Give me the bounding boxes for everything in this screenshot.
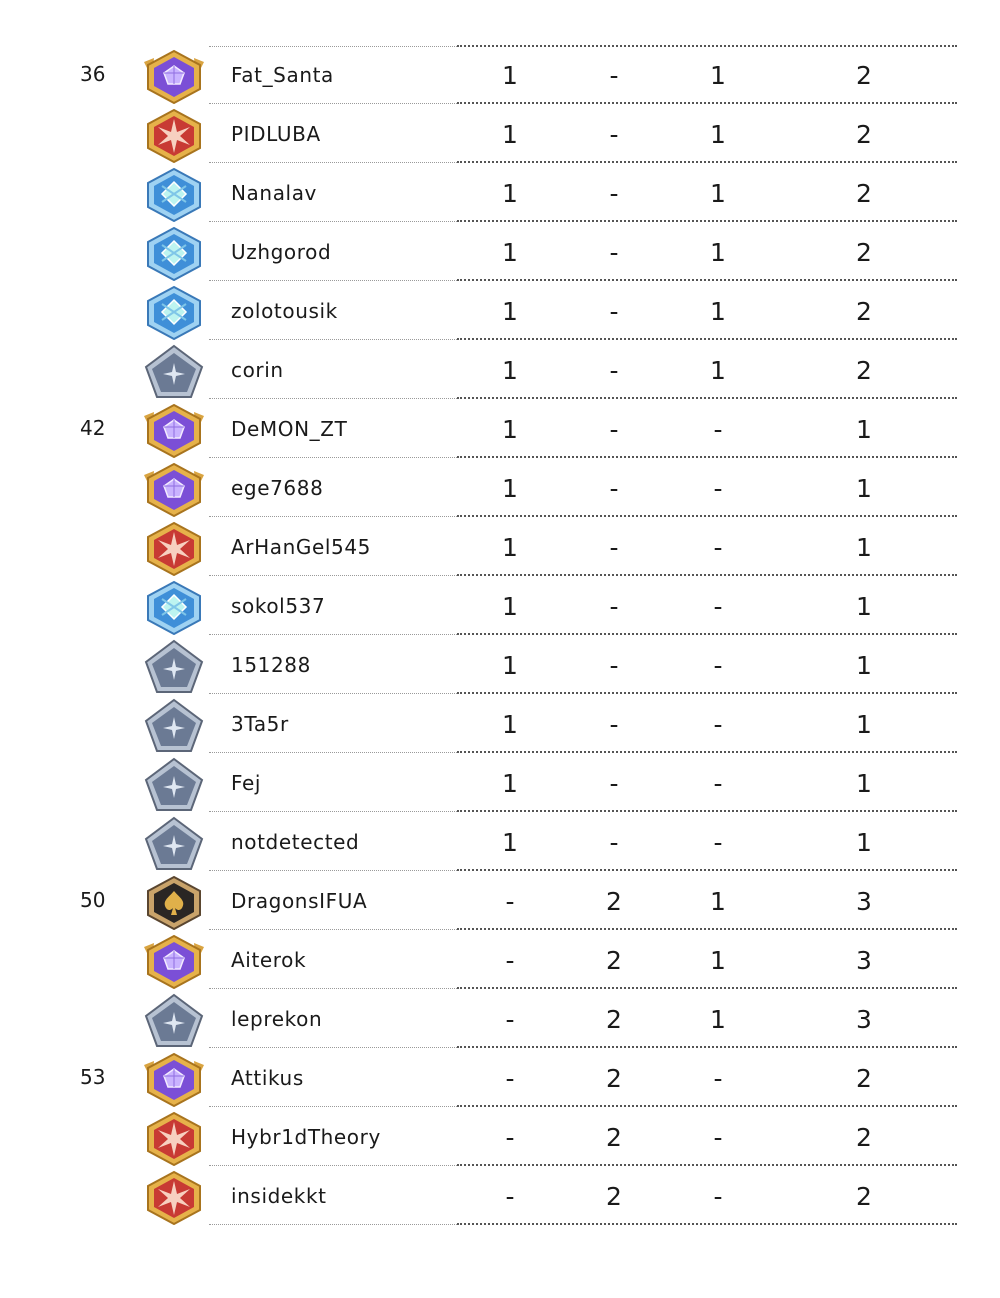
score-col-2: 2 [606, 1123, 622, 1152]
table-row [0, 1048, 1000, 1107]
score-total: 1 [856, 533, 872, 562]
silver-star-badge-icon [142, 638, 206, 694]
score-col-3: - [713, 710, 723, 739]
score-col-2: - [609, 592, 619, 621]
score-col-2: - [609, 415, 619, 444]
score-col-3: 1 [710, 61, 726, 90]
table-row [0, 517, 1000, 576]
score-col-2: - [609, 61, 619, 90]
blue-crystal-badge-icon [142, 166, 206, 222]
score-col-3: 1 [710, 120, 726, 149]
player-name: Fat_Santa [231, 63, 334, 87]
score-col-2: - [609, 238, 619, 267]
player-name: 3Ta5r [231, 712, 289, 736]
score-total: 1 [856, 769, 872, 798]
score-total: 1 [856, 415, 872, 444]
table-row [0, 694, 1000, 753]
red-star-badge-icon [142, 1169, 206, 1225]
black-spade-badge-icon [142, 874, 206, 930]
score-col-1: 1 [502, 297, 518, 326]
player-name: Nanalav [231, 181, 317, 205]
blue-crystal-badge-icon [142, 579, 206, 635]
player-name: notdetected [231, 830, 360, 854]
score-col-2: 2 [606, 1005, 622, 1034]
purple-gem-badge-icon [142, 933, 206, 989]
player-name: zolotousik [231, 299, 338, 323]
score-col-3: - [713, 1123, 723, 1152]
silver-star-badge-icon [142, 992, 206, 1048]
score-col-1: - [505, 1182, 515, 1211]
score-total: 2 [856, 1123, 872, 1152]
player-name: Hybr1dTheory [231, 1125, 381, 1149]
score-total: 1 [856, 651, 872, 680]
table-row [0, 871, 1000, 930]
score-col-3: 1 [710, 238, 726, 267]
table-row [0, 1166, 1000, 1225]
purple-gem-badge-icon [142, 48, 206, 104]
score-col-2: - [609, 769, 619, 798]
score-col-3: - [713, 1182, 723, 1211]
score-total: 2 [856, 356, 872, 385]
rank-number: 42 [80, 416, 106, 440]
player-name: ege7688 [231, 476, 324, 500]
player-name: leprekon [231, 1007, 323, 1031]
score-col-1: 1 [502, 769, 518, 798]
score-col-3: - [713, 592, 723, 621]
score-col-1: 1 [502, 61, 518, 90]
table-row [0, 753, 1000, 812]
player-name: ArHanGel545 [231, 535, 372, 559]
player-name: DragonsIFUA [231, 889, 368, 913]
score-col-2: - [609, 120, 619, 149]
score-total: 2 [856, 179, 872, 208]
player-name: insidekkt [231, 1184, 327, 1208]
player-name: Fej [231, 771, 262, 795]
score-col-2: - [609, 356, 619, 385]
score-total: 3 [856, 1005, 872, 1034]
score-col-3: 1 [710, 946, 726, 975]
score-col-1: 1 [502, 828, 518, 857]
player-name: sokol537 [231, 594, 326, 618]
table-row [0, 930, 1000, 989]
score-total: 1 [856, 828, 872, 857]
score-col-1: 1 [502, 592, 518, 621]
score-col-3: - [713, 533, 723, 562]
silver-star-badge-icon [142, 343, 206, 399]
score-col-2: - [609, 474, 619, 503]
rank-number: 36 [80, 62, 106, 86]
score-total: 1 [856, 474, 872, 503]
score-col-3: - [713, 474, 723, 503]
score-col-3: 1 [710, 297, 726, 326]
score-col-3: 1 [710, 356, 726, 385]
silver-star-badge-icon [142, 815, 206, 871]
score-col-2: - [609, 533, 619, 562]
blue-crystal-badge-icon [142, 284, 206, 340]
table-row [0, 812, 1000, 871]
score-col-3: - [713, 1064, 723, 1093]
row-divider-right [457, 1223, 957, 1225]
score-col-2: - [609, 297, 619, 326]
score-col-2: - [609, 710, 619, 739]
blue-crystal-badge-icon [142, 225, 206, 281]
score-total: 2 [856, 1182, 872, 1211]
row-divider-left [209, 1224, 457, 1225]
score-col-2: 2 [606, 946, 622, 975]
red-star-badge-icon [142, 520, 206, 576]
score-col-2: 2 [606, 887, 622, 916]
table-row [0, 222, 1000, 281]
score-col-1: 1 [502, 238, 518, 267]
rank-number: 50 [80, 888, 106, 912]
score-col-2: - [609, 828, 619, 857]
score-col-3: - [713, 769, 723, 798]
table-row [0, 576, 1000, 635]
table-row [0, 45, 1000, 104]
player-name: DeMON_ZT [231, 417, 348, 441]
score-col-3: - [713, 828, 723, 857]
red-star-badge-icon [142, 107, 206, 163]
score-col-2: 2 [606, 1064, 622, 1093]
score-col-1: 1 [502, 474, 518, 503]
score-col-3: - [713, 415, 723, 444]
player-name: 151288 [231, 653, 311, 677]
score-total: 3 [856, 887, 872, 916]
table-row [0, 281, 1000, 340]
score-total: 2 [856, 238, 872, 267]
score-col-3: - [713, 651, 723, 680]
score-col-3: 1 [710, 1005, 726, 1034]
score-col-1: 1 [502, 651, 518, 680]
player-name: Attikus [231, 1066, 304, 1090]
ranking-table [0, 45, 1000, 1225]
player-name: PIDLUBA [231, 122, 321, 146]
score-col-1: - [505, 1123, 515, 1152]
rank-number: 53 [80, 1065, 106, 1089]
table-row [0, 104, 1000, 163]
player-name: corin [231, 358, 284, 382]
table-row [0, 163, 1000, 222]
score-col-2: - [609, 179, 619, 208]
red-star-badge-icon [142, 1110, 206, 1166]
silver-star-badge-icon [142, 697, 206, 753]
purple-gem-badge-icon [142, 402, 206, 458]
score-col-3: 1 [710, 179, 726, 208]
score-total: 1 [856, 710, 872, 739]
score-col-1: 1 [502, 415, 518, 444]
score-col-1: 1 [502, 710, 518, 739]
score-col-2: 2 [606, 1182, 622, 1211]
score-col-3: 1 [710, 887, 726, 916]
table-row [0, 635, 1000, 694]
score-total: 2 [856, 297, 872, 326]
table-row [0, 989, 1000, 1048]
score-total: 2 [856, 1064, 872, 1093]
table-row [0, 399, 1000, 458]
player-name: Uzhgorod [231, 240, 332, 264]
score-total: 1 [856, 592, 872, 621]
purple-gem-badge-icon [142, 461, 206, 517]
silver-star-badge-icon [142, 756, 206, 812]
score-total: 2 [856, 120, 872, 149]
score-col-1: - [505, 1005, 515, 1034]
score-col-1: 1 [502, 356, 518, 385]
score-col-2: - [609, 651, 619, 680]
score-col-1: - [505, 887, 515, 916]
table-row [0, 1107, 1000, 1166]
table-row [0, 340, 1000, 399]
score-col-1: 1 [502, 179, 518, 208]
score-total: 2 [856, 61, 872, 90]
score-total: 3 [856, 946, 872, 975]
score-col-1: 1 [502, 533, 518, 562]
score-col-1: - [505, 1064, 515, 1093]
score-col-1: 1 [502, 120, 518, 149]
purple-gem-badge-icon [142, 1051, 206, 1107]
table-row [0, 458, 1000, 517]
player-name: Aiterok [231, 948, 307, 972]
score-col-1: - [505, 946, 515, 975]
